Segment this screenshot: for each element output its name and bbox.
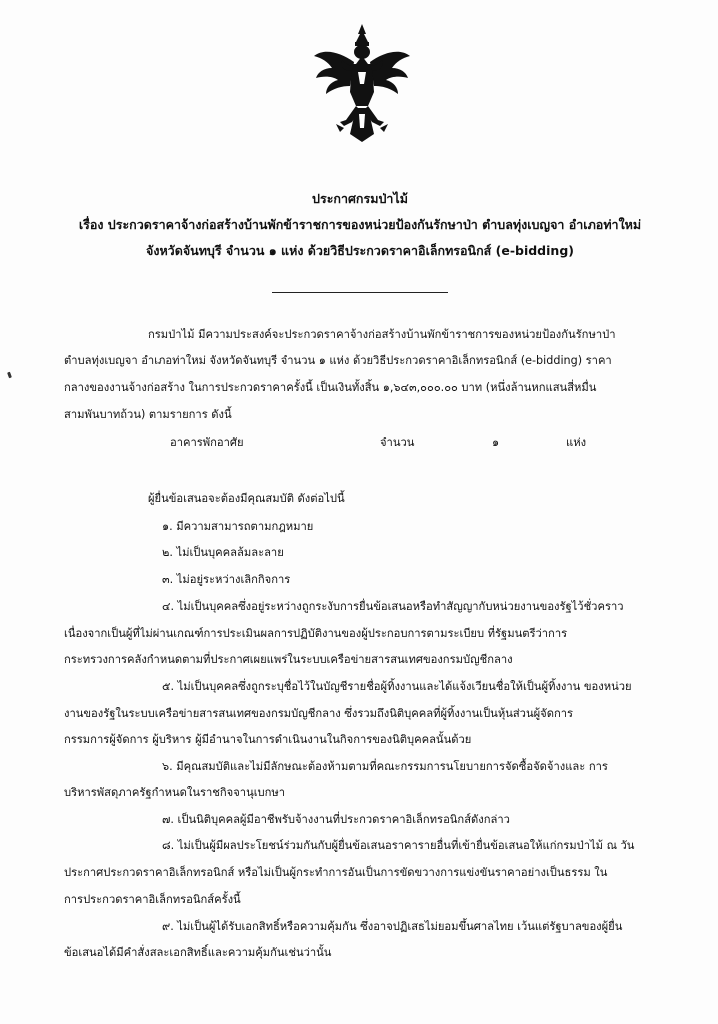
qualification-4-line-3: กระทรวงการคลังกำหนดตามที่ประกาศเผยแพร่ในระบบเครือข่ายสารสนเทศของกรมบัญชีกลาง [64, 653, 513, 666]
qualification-5-line-2: งานของรัฐในระบบเครือข่ายสารสนเทศของกรมบัญชีกลาง ซึ่งรวมถึงนิติบุคคลที่ผู้ทิ้งงานเป็นหุ้นส่วนผู้จัดการ [64, 707, 574, 720]
subject-line-2: จังหวัดจันทบุรี จำนวน ๑ แห่ง ด้วยวิธีประกวดราคาอิเล็กทรอนิกส์ (e-bidding) [146, 243, 574, 258]
garuda-emblem-icon [310, 22, 414, 144]
qualification-1: ๑. มีความสามารถตามกฎหมาย [162, 520, 314, 533]
item-qty-label: จำนวน [380, 436, 415, 449]
title-divider [272, 292, 448, 293]
qualification-3: ๓. ไม่อยู่ระหว่างเลิกกิจการ [162, 573, 291, 586]
qualification-8-line-1: ๘. ไม่เป็นผู้มีผลประโยชน์ร่วมกันกับผู้ยื่นข้อเสนอราคารายอื่นที่เข้ายื่นข้อเสนอให้แก่กรมป่าไม้ ณ วัน [162, 839, 635, 852]
qualification-4-line-2: เนื่องจากเป็นผู้ที่ไม่ผ่านเกณฑ์การประเมินผลการปฏิบัติงานของผู้ประกอบการตามระเบียบ ที่รัฐมนตรีว่าการ [64, 627, 568, 640]
agency-heading: ประกาศกรมป่าไม้ [312, 191, 408, 206]
qualification-8-line-3: การประกวดราคาอิเล็กทรอนิกส์ครั้งนี้ [64, 893, 241, 906]
intro-line-4: สามพันบาทถ้วน) ตามรายการ ดังนี้ [64, 408, 232, 421]
item-qty: ๑ [492, 436, 500, 449]
intro-line-3: กลางของงานจ้างก่อสร้าง ในการประกวดราคาครั้งนี้ เป็นเงินทั้งสิ้น ๑,๖๔๓,๐๐๐.๐๐ บาท (หนึ่งล้านหกแสนสี่หมื่น [64, 381, 597, 394]
qualification-5-line-3: กรรมการผู้จัดการ ผู้บริหาร ผู้มีอำนาจในการดำเนินงานในกิจการของนิติบุคคลนั้นด้วย [64, 733, 472, 746]
qualification-9-line-1: ๙. ไม่เป็นผู้ได้รับเอกสิทธิ์หรือความคุ้มกัน ซึ่งอาจปฏิเสธไม่ยอมขึ้นศาลไทย เว้นแต่รัฐบาลของผู้ยื่น [162, 920, 623, 933]
scan-mark [7, 372, 12, 379]
intro-line-1: กรมป่าไม้ มีความประสงค์จะประกวดราคาจ้างก่อสร้างบ้านพักข้าราชการของหน่วยป้องกันรักษาป่า [148, 328, 616, 341]
qualification-7: ๗. เป็นนิติบุคคลผู้มีอาชีพรับจ้างงานที่ประกวดราคาอิเล็กทรอนิกส์ดังกล่าว [162, 813, 510, 826]
qualification-8-line-2: ประกาศประกวดราคาอิเล็กทรอนิกส์ หรือไม่เป็นผู้กระทำการอันเป็นการขัดขวางการแข่งขันราคาอย่างเป็นธรรม ใน [64, 866, 608, 879]
qualification-9-line-2: ข้อเสนอได้มีคำสั่งสละเอกสิทธิ์และความคุ้มกันเช่นว่านั้น [64, 946, 332, 959]
qualification-2: ๒. ไม่เป็นบุคคลล้มละลาย [162, 546, 284, 559]
announcement-title [40, 186, 680, 264]
qualification-6-line-2: บริหารพัสดุภาครัฐกำหนดในราชกิจจานุเบกษา [64, 786, 286, 799]
item-unit: แห่ง [566, 436, 587, 449]
qualification-6-line-1: ๖. มีคุณสมบัติและไม่มีลักษณะต้องห้ามตามที่คณะกรรมการนโยบายการจัดซื้อจัดจ้างและ การ [162, 760, 608, 773]
subject-line-1: เรื่อง ประกวดราคาจ้างก่อสร้างบ้านพักข้าราชการของหน่วยป้องกันรักษาป่า ตำบลทุ่งเบญจา อำเภอท่าใหม่ [78, 217, 642, 232]
qualification-4-line-1: ๔. ไม่เป็นบุคคลซึ่งอยู่ระหว่างถูกระงับการยื่นข้อเสนอหรือทำสัญญากับหน่วยงานของรัฐไว้ชั่วคราว [162, 600, 624, 613]
qualification-5-line-1: ๕. ไม่เป็นบุคคลซึ่งถูกระบุชื่อไว้ในบัญชีรายชื่อผู้ทิ้งงานและได้แจ้งเวียนชื่อให้เป็นผู้ทิ้งงาน ของหน่วย [162, 680, 632, 693]
item-name: อาคารพักอาศัย [170, 436, 244, 449]
qualifications-heading: ผู้ยื่นข้อเสนอจะต้องมีคุณสมบัติ ดังต่อไปนี้ [148, 492, 345, 505]
intro-line-2: ตำบลทุ่งเบญจา อำเภอท่าใหม่ จังหวัดจันทบุรี จำนวน ๑ แห่ง ด้วยวิธีประกวดราคาอิเล็กทรอนิกส์ (e-bidding) ราคา [64, 354, 612, 367]
